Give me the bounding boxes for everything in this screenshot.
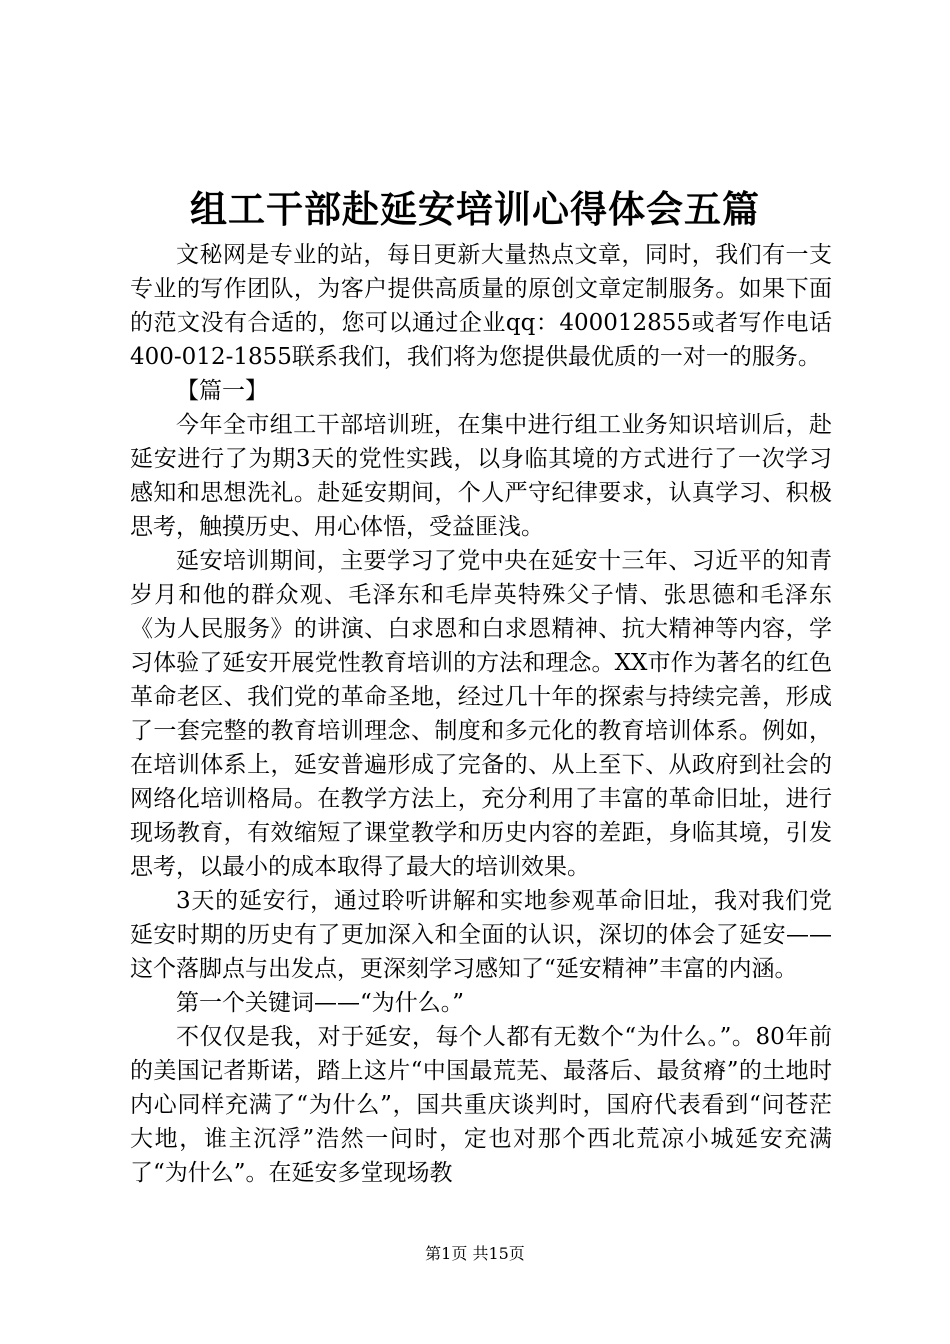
body-paragraph: 今年全市组工干部培训班，在集中进行组工业务知识培训后，赴延安进行了为期3天的党性实践，以身临其境的方式进行了一次学习感知和思想洗礼。赴延安期间，个人严守纪律要求，认真学习、积极思考，触摸历史、用心体悟，受益匪浅。 — [130, 412, 832, 540]
intro-paragraph: 文秘网是专业的站，每日更新大量热点文章，同时，我们有一支专业的写作团队，为客户提供高质量的原创文章定制服务。如果下面的范文没有合适的，您可以通过企业qq：400012855或者写作电话400-012-1855联系我们，我们将为您提供最优质的一对一的服务。 — [130, 242, 832, 370]
keyword-heading: 第一个关键词——“为什么。” — [176, 990, 465, 1016]
body-paragraph: 不仅仅是我，对于延安，每个人都有无数个“为什么。”。80年前的美国记者斯诺，踏上这片“中国最荒芜、最落后、最贫瘠”的土地时内心同样充满了“为什么”，国共重庆谈判时，国府代表看到“问苍茫大地，谁主沉浮”浩然一问时，定也对那个西北荒凉小城延安充满了“为什么”。在延安多堂现场教 — [130, 1024, 832, 1186]
document-title: 组工干部赴延安培训心得体会五篇 — [190, 187, 760, 231]
body-paragraph: 延安培训期间，主要学习了党中央在延安十三年、习近平的知青岁月和他的群众观、毛泽东和毛岸英特殊父子情、张思德和毛泽东《为人民服务》的讲演、白求恩和白求恩精神、抗大精神等内容，学习体验了延安开展党性教育培训的方法和理念。XX市作为著名的红色革命老区、我们党的革命圣地，经过几十年的探索与持续完善，形成了一套完整的教育培训理念、制度和多元化的教育培训体系。例如，在培训体系上，延安普遍形成了完备的、从上至下、从政府到社会的网络化培训格局。在教学方法上，充分利用了丰富的革命旧址，进行现场教育，有效缩短了课堂教学和历史内容的差距，身临其境，引发思考，以最小的成本取得了最大的培训效果。 — [130, 548, 832, 880]
document-body — [130, 238, 832, 1190]
section-heading: 【篇一】 — [176, 378, 268, 404]
body-paragraph: 3天的延安行，通过聆听讲解和实地参观革命旧址，我对我们党延安时期的历史有了更加深入和全面的认识，深切的体会了延安——这个落脚点与出发点，更深刻学习感知了“延安精神”丰富的内涵。 — [130, 888, 832, 982]
page-number-footer: 第1页 共15页 — [425, 1244, 525, 1263]
